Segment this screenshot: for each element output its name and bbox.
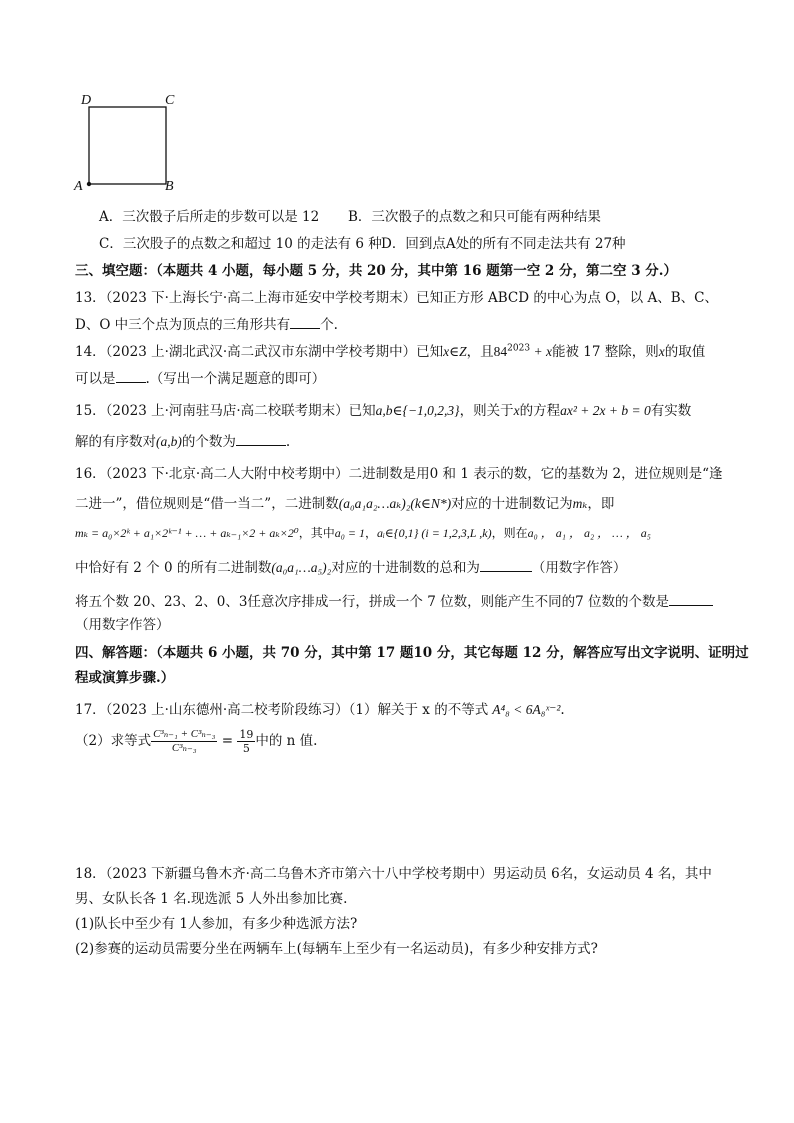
q15-text2-end: .: [285, 434, 291, 450]
q15-text2-pre: 解的有序数对: [75, 434, 156, 450]
q15-equation: ax² + 2x + b = 0: [560, 403, 651, 418]
q13-text1: 13．（2023 下·上海长宁·高二上海市延安中学校考期末）已知正方形 ABCD 的中心为点 O，以 A、B、C、: [75, 290, 718, 306]
q17-rhs-fraction: [237, 728, 255, 755]
qextra-line1: [75, 590, 713, 610]
q14-base: 84: [493, 344, 508, 359]
q17-rhs-den: 5: [242, 742, 250, 755]
q15-pair: (a,b): [156, 434, 182, 449]
q17-text1-end: .: [560, 702, 565, 718]
option-a: A．三次骰子后所走的步数可以是 12: [99, 209, 320, 225]
q16-line2: [75, 492, 614, 512]
point-a-marker: [87, 182, 91, 186]
q15-x: x: [513, 403, 520, 418]
vertex-label-a: A: [74, 179, 83, 194]
q18-line2: [75, 887, 347, 907]
q13-line1: [75, 286, 718, 306]
q15-cond: a,b∈{−1,0,2,3}: [375, 403, 460, 418]
q14-text2-post: .（写出一个满足题意的即可）: [145, 371, 326, 387]
q16-binary: (a₀a₁a₂…aₖ)₂: [338, 496, 411, 511]
q18-text4: (2)参赛的运动员需要分坐在两辆车上(每辆车上至少有一名运动员)，有多少种安排方式?: [75, 941, 598, 957]
q16-line3: [75, 524, 651, 541]
q17-line2: [75, 728, 317, 755]
q14-line1: [75, 340, 705, 360]
q16-text4-end: （用数字作答）: [531, 560, 627, 576]
q16-then: ，则在: [491, 526, 528, 540]
vertex-label-c: C: [165, 93, 175, 108]
option-d: D．回到点A处的所有不同走法共有 27种: [381, 236, 626, 252]
section4-text1: 四、解答题：（本题共 6 小题，共 70 分，其中第 17 题10 分，其它每题 12 分，解答应写出文字说明、证明过: [75, 645, 749, 661]
q14-set: x∈Z: [443, 344, 467, 359]
q16-line1: [75, 462, 723, 482]
q16-answer-blank[interactable]: [480, 559, 532, 572]
option-c: C．三次股子的点数之和超过 10 的走法有 6 种: [99, 236, 382, 252]
q16-text2-post: 对应的十进制数记为: [451, 496, 573, 512]
section4-line1: [75, 641, 749, 661]
q16-text2-end: ，即: [587, 496, 615, 512]
q18-text3: (1)队长中至少有 1人参加，有多少种选派方法?: [75, 916, 358, 932]
q16-cond: (k∈N*): [410, 496, 452, 511]
q14-post: 能被 17 整除，则: [551, 344, 659, 360]
q18-text1: 18．（2023 下新疆乌鲁木齐·高二乌鲁木齐市第六十八中学校考期中）男运动员 6名，女运动员 4 名，其中: [75, 866, 712, 882]
q18-text2: 男、女队长各 1 名.现选派 5 人外出参加比赛.: [75, 891, 348, 907]
q13-answer-blank[interactable]: [290, 316, 320, 329]
q17-frac-num: C³ₙ₋₁ + C³ₙ₋₃: [153, 728, 216, 740]
vertex-label-d: D: [81, 93, 92, 108]
q15-line2: [75, 430, 290, 450]
q17-text2-pre: （2）求等式: [75, 733, 152, 749]
q17-inequality: A⁴₈ < 6A₈ˣ⁻²: [492, 702, 561, 717]
q17-frac-den: C³ₙ₋₃: [171, 742, 197, 754]
square-abcd: [89, 107, 166, 184]
q15-pre: 15．（2023 上·河南驻马店·高二校联考期末）已知: [75, 403, 376, 419]
qextra-line2: [75, 613, 170, 633]
vertex-label-b: B: [165, 179, 174, 194]
q18-line3: [75, 912, 357, 932]
q14-text2-pre: 可以是: [75, 371, 116, 387]
q16-sep: ，: [364, 526, 377, 540]
q16-text4-post: 对应的十进制数的总和为: [331, 560, 480, 576]
q14-plus: + x: [530, 344, 552, 359]
q13-text2-post: 个.: [320, 317, 338, 333]
q15-mid2: 的方程: [519, 403, 561, 419]
q16-a0: a₀ = 1: [334, 526, 365, 540]
q16-line4: [75, 556, 626, 576]
q16-ai: aᵢ∈{0,1} (i = 1,2,3,L ,k): [377, 526, 492, 540]
q14-exp: 2023: [507, 343, 531, 354]
q14-answer-blank[interactable]: [116, 370, 146, 383]
q16-seq: a₀ ， a₁ ， a₂ ， … ， a₅: [527, 526, 651, 540]
q16-where: ，其中: [298, 526, 335, 540]
q16-binary5: (a₀a₁…a₅)₂: [271, 560, 332, 575]
q15-mid: ，则关于: [459, 403, 514, 419]
q17-line1: [75, 698, 565, 718]
section4-line2: [75, 666, 174, 686]
q16-text1: 16．（2023 下·北京·高二人大附中校考期中）二进制数是用0 和 1 表示的数，它的基数为 2，进位规则是“逢: [75, 466, 723, 482]
q15-line1: [75, 399, 691, 419]
q14-line2: [75, 367, 325, 387]
q16-text2-pre: 二进一”，借位规则是“借一当二”，二进制数: [75, 496, 339, 512]
section4-text2: 程或演算步骤.）: [75, 670, 175, 686]
q14-mid: ，且: [466, 344, 494, 360]
q18-line1: [75, 862, 712, 882]
q18-line4: [75, 937, 598, 957]
qextra-text2: （用数字作答）: [75, 617, 170, 633]
q15-answer-blank[interactable]: [236, 433, 286, 446]
qextra-answer-blank[interactable]: [669, 593, 713, 606]
option-b: B．三次骰子的点数之和只可能有两种结果: [348, 209, 601, 225]
q14-tail: 的取值: [664, 344, 706, 360]
q13-line2: [75, 313, 338, 333]
q16-mk: mₖ: [572, 496, 588, 511]
q13-text2-pre: D、O 中三个点为顶点的三角形共有: [75, 317, 291, 333]
q15-post: 有实数: [650, 403, 692, 419]
q17-fraction: [151, 728, 217, 755]
q17-text2-post: 中的 n 值.: [255, 733, 318, 749]
q17-text1: 17．（2023 上·山东德州·高二校考阶段练习）（1）解关于 x 的不等式: [75, 702, 489, 718]
q14-x: x: [658, 344, 665, 359]
q14-pre: 14．（2023 上·湖北武汉·高二武汉市东湖中学校考期中）已知: [75, 344, 444, 360]
q17-rhs-num: 19: [239, 728, 254, 741]
q16-text4-pre: 中恰好有 2 个 0 的所有二进制数: [75, 560, 272, 576]
q15-text2-post: 的个数为: [181, 434, 236, 450]
q17-eq: =: [217, 733, 238, 749]
q16-formula: mₖ = a₀×2ᵏ + a₁×2ᵏ⁻¹ + … + aₖ₋₁×2 + aₖ×2⁰: [75, 526, 299, 540]
section3-heading: 三、填空题：（本题共 4 小题，每小题 5 分，共 20 分，其中第 16 题第一空 2 分，第二空 3 分.）: [75, 263, 677, 279]
qextra-text1: 将五个数 20、23、2、0、3任意次序排成一行，拼成一个 7 位数，则能产生不同的7 位数的个数是: [75, 594, 669, 610]
